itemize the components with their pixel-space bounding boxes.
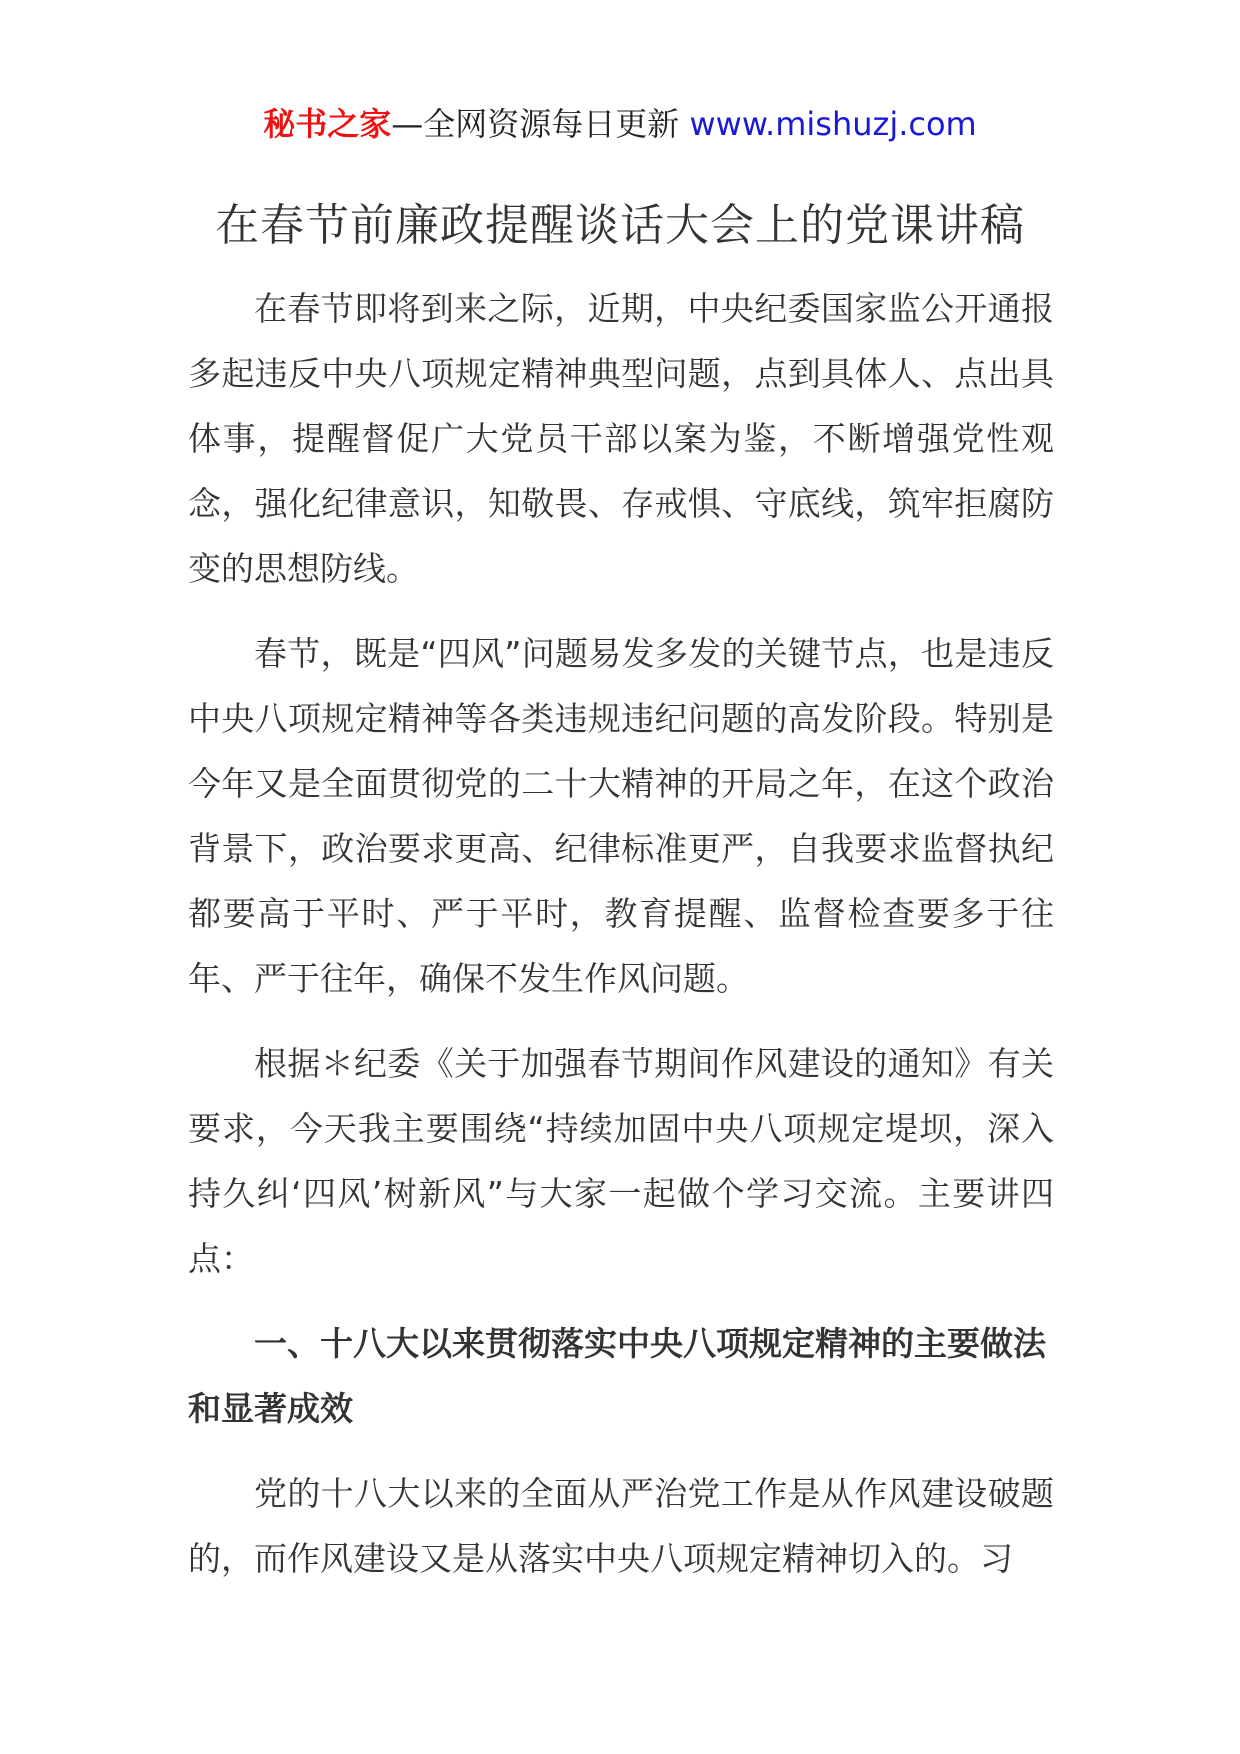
brand-name: 秘书之家 xyxy=(263,105,392,143)
section-paragraph: 党的十八大以来的全面从严治党工作是从作风建设破题的，而作风建设又是从落实中央八项规定精神切入的。习 xyxy=(188,1474,1054,1578)
document-title: 在春节前廉政提醒谈话大会上的党课讲稿 xyxy=(215,200,1025,251)
site-banner xyxy=(0,100,1240,148)
body-paragraph-3: 根据＊纪委《关于加强春节期间作风建设的通知》有关要求，今天我主要围绕“持续加固中央八项规定堤坝，深入持久纠‘四风’树新风”与大家一起做个学习交流。主要讲四点： xyxy=(188,1044,1054,1278)
banner-separator: — xyxy=(391,105,424,143)
site-url-link[interactable]: www.mishuzj.com xyxy=(689,105,977,143)
section-heading: 一、十八大以来贯彻落实中央八项规定精神的主要做法和显著成效 xyxy=(188,1324,1046,1428)
body-paragraph-1: 在春节即将到来之际，近期，中央纪委国家监公开通报多起违反中央八项规定精神典型问题，点到具体人、点出具体事，提醒督促广大党员干部以案为鉴，不断增强党性观念，强化纪律意识，知敬畏、存戒惧、守底线，筑牢拒腐防变的思想防线。 xyxy=(188,289,1054,588)
body-paragraph-2: 春节，既是“四风”问题易发多发的关键节点，也是违反中央八项规定精神等各类违规违纪问题的高发阶段。特别是今年又是全面贯彻党的二十大精神的开局之年，在这个政治背景下，政治要求更高、纪律标准更严，自我要求监督执纪都要高于平时、严于平时，教育提醒、监督检查要多于往年、严于往年，确保不发生作风问题。 xyxy=(188,634,1054,998)
banner-tagline: 全网资源每日更新 xyxy=(423,105,680,143)
document-body xyxy=(188,276,1054,1611)
